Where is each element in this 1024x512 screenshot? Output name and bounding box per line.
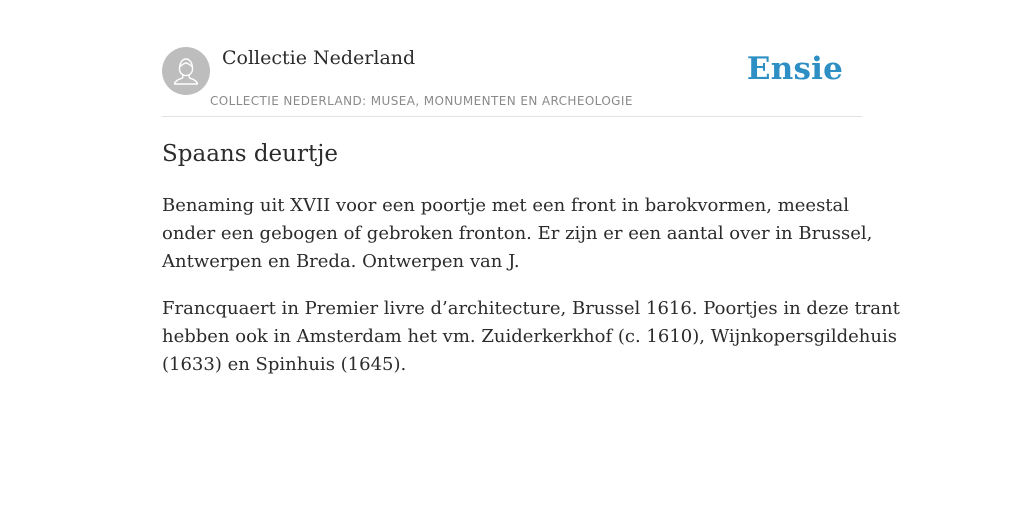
- source-header: [162, 0, 862, 117]
- paragraph-line: onder een gebogen of gebroken fronton. Er zijn er een aantal over in Brussel,: [162, 223, 873, 244]
- paragraph-line: hebben ook in Amsterdam het vm. Zuiderkerkhof (c. 1610), Wijnkopersgildehuis: [162, 326, 897, 347]
- source-name[interactable]: Collectie Nederland: [222, 47, 416, 69]
- paragraph-line: Benaming uit XVII voor een poortje met een front in barokvormen, meestal: [162, 195, 850, 216]
- article-paragraph-1: [162, 192, 873, 276]
- source-avatar[interactable]: [162, 47, 210, 95]
- article-title: Spaans deurtje: [162, 141, 338, 167]
- paragraph-line: (1633) en Spinhuis (1645).: [162, 354, 407, 375]
- paragraph-line: Francquaert in Premier livre d’architecture, Brussel 1616. Poortjes in deze trant: [162, 298, 900, 319]
- source-subtitle[interactable]: COLLECTIE NEDERLAND: MUSEA, MONUMENTEN EN ARCHEOLOGIE: [210, 94, 633, 108]
- article-paragraph-2: [162, 295, 900, 379]
- page-container: [162, 0, 900, 512]
- user-icon: [162, 47, 210, 95]
- paragraph-line: Antwerpen en Breda. Ontwerpen van J.: [162, 251, 520, 272]
- ensie-logo[interactable]: Ensie: [746, 51, 843, 87]
